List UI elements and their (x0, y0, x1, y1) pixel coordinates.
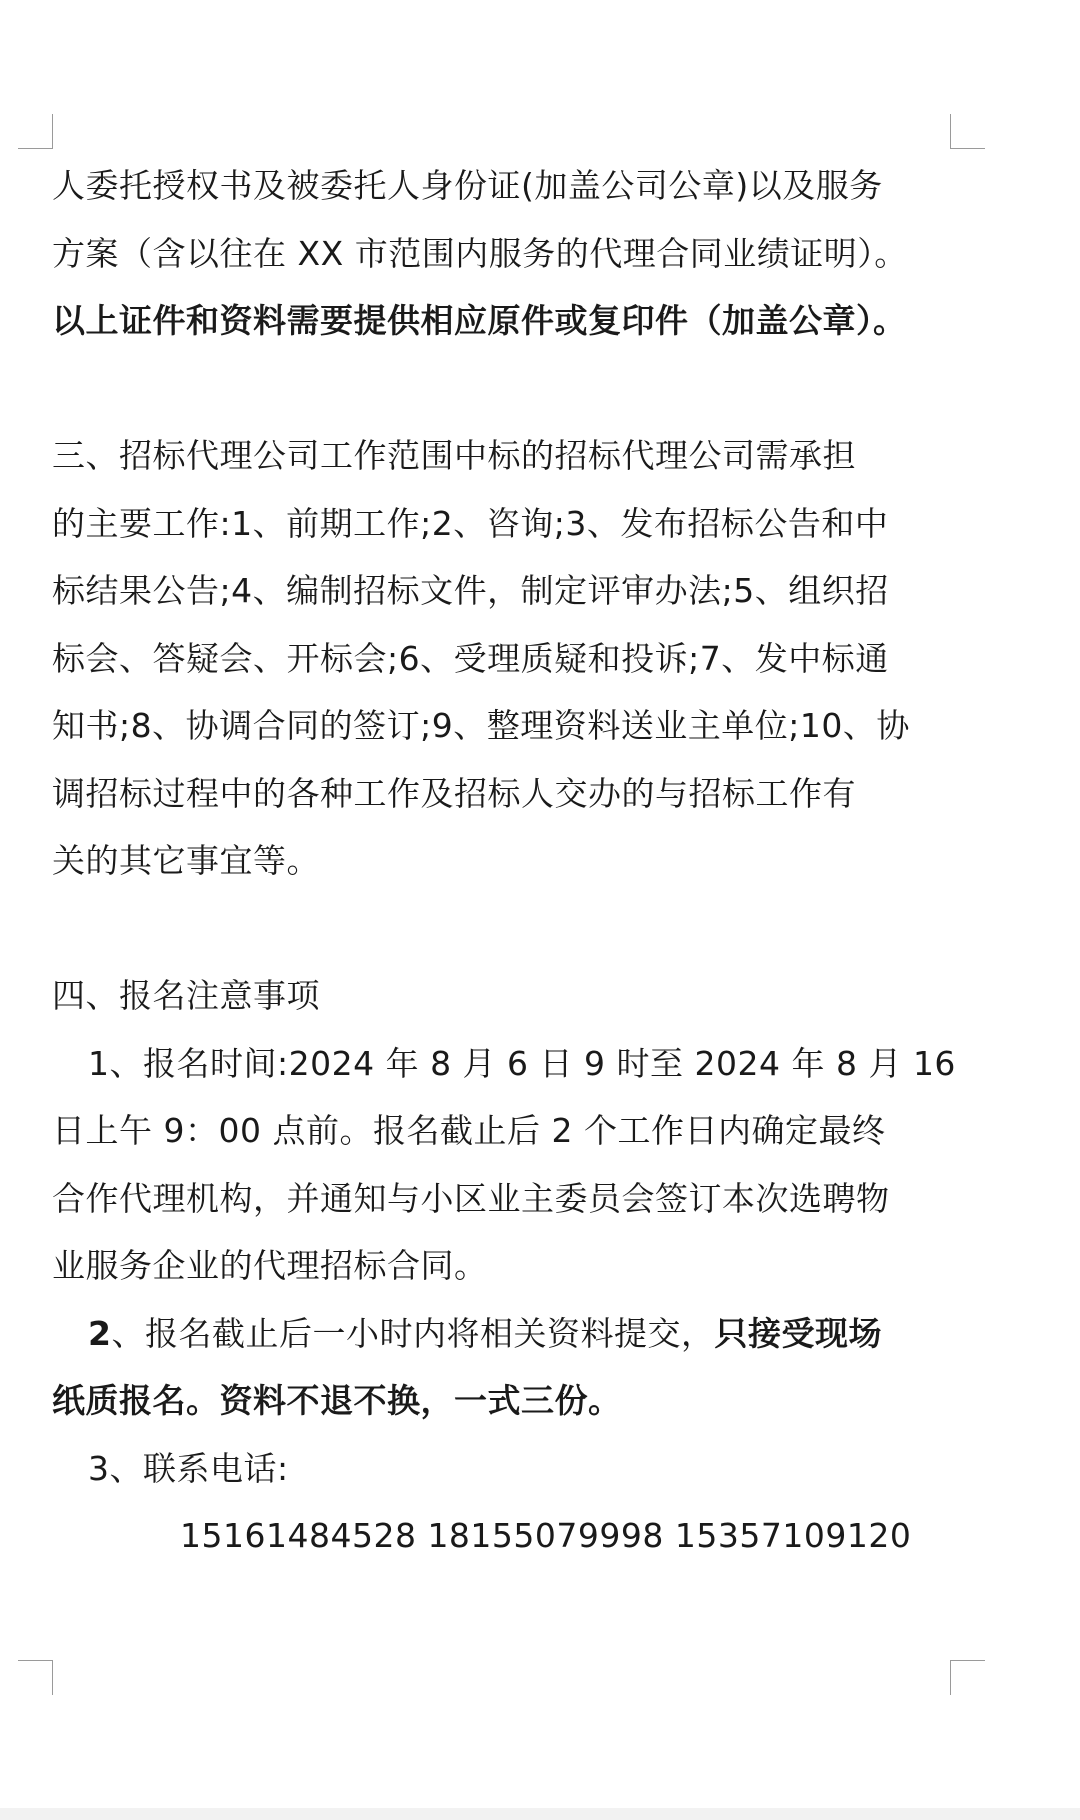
page-corner-mark-top-right (950, 114, 985, 149)
section-three-heading-line: 三、招标代理公司工作范围中标的招标代理公司需承担 (52, 436, 856, 475)
document-body (52, 152, 957, 1570)
paragraph-line: 知书;8、协调合同的签订;9、整理资料送业主单位;10、协 (52, 706, 910, 745)
blank-line (52, 355, 957, 423)
item-number: 2 (88, 1313, 112, 1353)
paragraph-line: 的主要工作:1、前期工作;2、咨询;3、发布招标公告和中 (52, 503, 889, 543)
bold-notice-line: 以上证件和资料需要提供相应原件或复印件（加盖公章）。 (52, 301, 907, 340)
contact-phone-numbers: 15161484528 18155079998 15357109120 (180, 1516, 912, 1555)
page-corner-mark-top-left (18, 114, 53, 149)
paragraph-line: 业服务企业的代理招标合同。 (52, 1246, 488, 1285)
paragraph-line: 标结果公告;4、编制招标文件，制定评审办法;5、组织招 (52, 571, 889, 610)
paragraph-line: 关的其它事宜等。 (52, 841, 320, 880)
submission-rule-text: 、报名截止后一小时内将相关资料提交， (111, 1313, 715, 1353)
section-three (52, 422, 957, 895)
registration-time-line: 1、报名时间:2024 年 8 月 6 日 9 时至 2024 年 8 月 16 (88, 1043, 956, 1083)
paragraph-line: 人委托授权书及被委托人身份证(加盖公司公章)以及服务 (52, 166, 883, 205)
bold-notice-line: 纸质报名。资料不退不换，一式三份。 (52, 1381, 622, 1420)
paragraph-line: 合作代理机构，并通知与小区业主委员会签订本次选聘物 (52, 1178, 890, 1218)
submission-rule-line (52, 1300, 957, 1368)
page-corner-mark-bottom-right (950, 1660, 985, 1695)
section-four (52, 962, 957, 1570)
paragraph-line: 调招标过程中的各种工作及招标人交办的与招标工作有 (52, 773, 856, 813)
submission-rule-bold: 只接受现场 (714, 1313, 882, 1353)
blank-line (52, 895, 957, 963)
paragraph-line: 日上午 9：00 点前。报名截止后 2 个工作日内确定最终 (52, 1111, 886, 1150)
paragraph-line: 方案（含以往在 XX 市范围内服务的代理合同业绩证明）。 (52, 233, 908, 273)
page-corner-mark-bottom-left (18, 1660, 53, 1695)
section-four-heading: 四、报名注意事项 (52, 976, 320, 1015)
contact-phone-label: 3、联系电话: (88, 1448, 289, 1488)
paragraph-line: 标会、答疑会、开标会;6、受理质疑和投诉;7、发中标通 (52, 638, 889, 678)
